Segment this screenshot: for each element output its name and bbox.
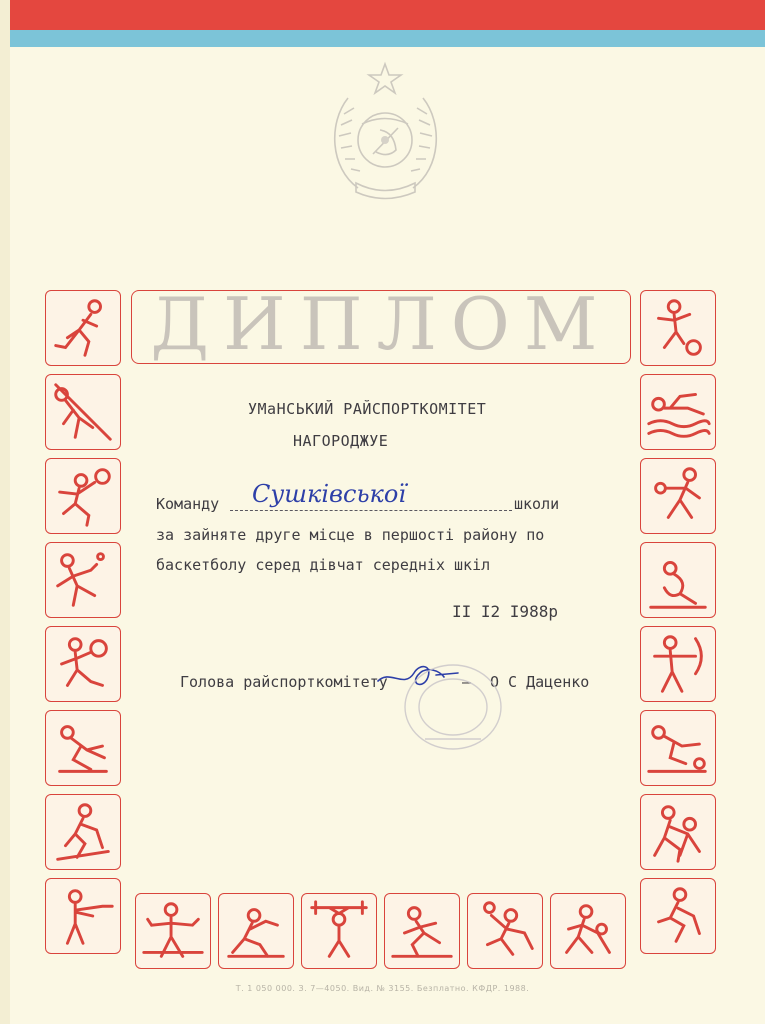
basketball-icon: [45, 626, 121, 702]
signature-name: О С Даценко: [490, 673, 590, 691]
signature-label: Голова райспорткомітету: [180, 673, 388, 691]
cyclist-icon: [640, 878, 716, 954]
team-suffix: школи: [514, 495, 560, 513]
rower-icon: [301, 893, 377, 969]
shooter-icon: [45, 878, 121, 954]
award-date: II I2 I988р: [452, 602, 558, 621]
archer-icon: [640, 626, 716, 702]
reason-line-1: за зайняте друге місце в першості району по: [156, 526, 545, 544]
awards-line: НАГОРОДЖУЕ: [293, 432, 389, 450]
skater-icon: [45, 710, 121, 786]
skier-icon: [45, 794, 121, 870]
signature-dash: —: [462, 673, 472, 691]
wrestler-icon: [640, 794, 716, 870]
gymnast-icon: [640, 542, 716, 618]
reason-line-2: баскетболу серед дівчат середніх шкіл: [156, 556, 491, 574]
page-title: ДИПЛОМ: [150, 282, 612, 366]
fencer-icon: [384, 893, 460, 969]
team-name-handwritten: Сушківської: [252, 480, 406, 508]
runner-icon: [45, 290, 121, 366]
print-footer: Т. 1 050 000. З. 7—4050. Вид. № 3155. Безплатно. КФДР. 1988.: [235, 984, 530, 993]
table-tennis-icon: [45, 542, 121, 618]
handball-icon: [640, 458, 716, 534]
left-margin: [0, 0, 10, 1024]
diver-icon: [640, 710, 716, 786]
wrestling-icon: [550, 893, 626, 969]
swimmer-icon: [640, 374, 716, 450]
red-stripe: [10, 0, 765, 30]
goalkeeper-icon: [640, 290, 716, 366]
blue-stripe: [10, 30, 765, 47]
seal-stamp-icon: [395, 655, 505, 755]
team-prefix: Команду: [156, 495, 220, 513]
volleyball-icon: [45, 458, 121, 534]
weightlifter-icon: [218, 893, 294, 969]
coat-of-arms-icon: [318, 58, 453, 206]
high-jump-icon: [45, 374, 121, 450]
boxer-icon: [135, 893, 211, 969]
issuer-line: УМаНСЬКИЙ РАЙСПОРТКОМІТЕТ: [248, 400, 487, 418]
handball-thrower-icon: [467, 893, 543, 969]
team-name-line: [230, 510, 512, 511]
